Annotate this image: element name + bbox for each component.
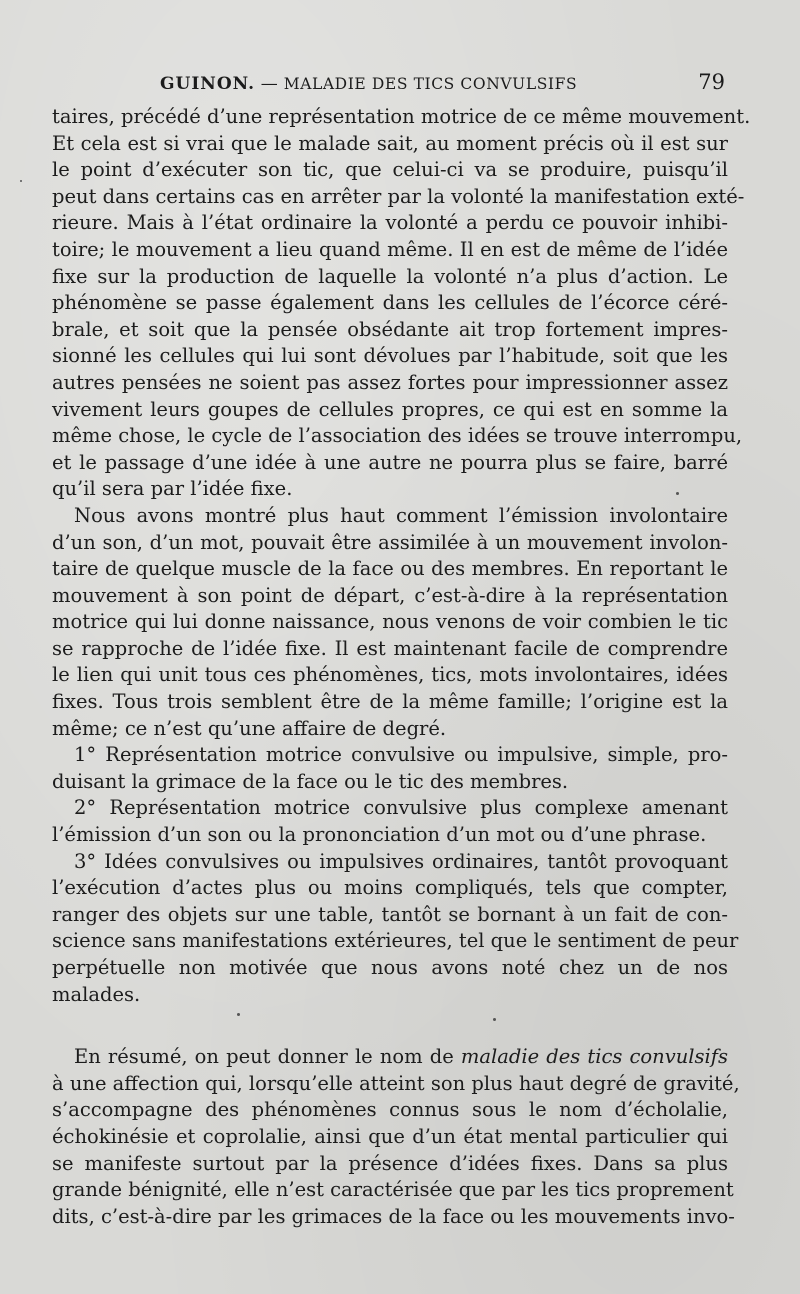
text-line: se rapproche de l’idée fixe. Il est maintenant facile de comprendre: [52, 636, 728, 660]
paper-speck: [237, 1013, 240, 1016]
text-line: sionné les cellules qui lui sont dévolues par l’habitude, soit que les: [52, 344, 728, 368]
summary-first-line: [52, 1044, 728, 1071]
text-line: le lien qui unit tous ces phénomènes, tics, mots involontaires, idées: [52, 663, 728, 687]
text-line: perpétuelle non motivée que nous avons noté chez un de nos: [52, 956, 728, 979]
paper-speck: [676, 492, 679, 495]
paper-speck: [493, 1018, 496, 1021]
text-line: à une affection qui, lorsqu’elle atteint son plus haut degré de gravité,: [52, 1071, 740, 1095]
header-author: GUINON.: [160, 74, 256, 94]
text-line: rieure. Mais à l’état ordinaire la volonté a perdu ce pouvoir inhibi-: [52, 211, 728, 235]
text-line: Nous avons montré plus haut comment l’émission involontaire: [74, 503, 728, 527]
text-line: le point d’exécuter son tic, que celui-ci va se produire, puisqu’il: [52, 158, 728, 182]
italic-term: maladie des tics convulsifs: [460, 1045, 728, 1069]
text-line: fixes. Tous trois semblent être de la même famille; l’origine est la: [52, 690, 728, 714]
text-line: vivement leurs goupes de cellules propres, ce qui est en somme la: [52, 397, 728, 421]
text-line: s’accompagne des phénomènes connus sous le nom d’écholalie,: [52, 1098, 728, 1122]
text-line: ranger des objets sur une table, tantôt se bornant à un fait de con-: [52, 902, 728, 926]
text-line: fixe sur la production de laquelle la volonté n’a plus d’action. Le: [52, 264, 728, 288]
list-item-2: 2° Représentation motrice convulsive plus complexe amenant: [74, 796, 728, 820]
text-line: l’exécution d’actes plus ou moins compliqués, tels que compter,: [52, 876, 728, 900]
text-line: autres pensées ne soient pas assez fortes pour impressionner assez: [52, 370, 728, 394]
text-line: toire; le mouvement a lieu quand même. Il en est de même de l’idée: [52, 237, 728, 261]
text-line: science sans manifestations extérieures, tel que le sentiment de peur: [52, 929, 739, 953]
text-line: motrice qui lui donne naissance, nous venons de voir combien le tic: [52, 610, 728, 634]
running-title: [160, 74, 577, 94]
body-text: [52, 104, 751, 1230]
text-line: phénomène se passe également dans les cellules de l’écorce céré-: [52, 291, 728, 315]
text-line: même; ce n’est qu’une affaire de degré.: [52, 716, 447, 740]
list-item-3: 3° Idées convulsives ou impulsives ordinaires, tantôt provoquant: [74, 849, 728, 873]
running-header: [160, 70, 725, 100]
text-line: Et cela est si vrai que le malade sait, au moment précis où il est sur: [52, 131, 728, 155]
text-line: qu’il sera par l’idée fixe.: [52, 477, 293, 501]
text-line: taires, précédé d’une représentation motrice de ce même mouvement.: [52, 105, 751, 128]
text-line: se manifeste surtout par la présence d’idées fixes. Dans sa plus: [52, 1151, 728, 1175]
header-title: MALADIE DES TICS CONVULSIFS: [283, 75, 578, 93]
text-line: peut dans certains cas en arrêter par la volonté la manifestation exté-: [52, 184, 745, 208]
text-line: brale, et soit que la pensée obsédante ait trop fortement impres-: [52, 317, 728, 341]
text-line: échokinésie et coprolalie, ainsi que d’un état mental particulier qui: [52, 1124, 728, 1148]
text-line: d’un son, d’un mot, pouvait être assimilée à un mouvement involon-: [52, 530, 728, 554]
header-separator: —: [255, 74, 284, 94]
text-line: l’émission d’un son ou la prononciation d’un mot ou d’une phrase.: [52, 823, 707, 847]
text-line: malades.: [52, 982, 141, 1006]
text-line: mouvement à son point de départ, c’est-à-dire à la représentation: [52, 583, 728, 607]
list-item-1: 1° Représentation motrice convulsive ou impulsive, simple, pro-: [74, 743, 728, 767]
page-number: 79: [698, 70, 725, 94]
text-line: dits, c’est-à-dire par les grimaces de la face ou les mouvements invo-: [52, 1204, 735, 1228]
text-line: taire de quelque muscle de la face ou des membres. En reportant le: [52, 557, 728, 581]
paper-speck: [20, 180, 22, 182]
text-line: même chose, le cycle de l’association des idées se trouve interrompu,: [52, 424, 743, 448]
summary-lead: En résumé, on peut donner le nom de: [74, 1045, 461, 1069]
text-line: grande bénignité, elle n’est caractérisée que par les tics proprement: [52, 1178, 734, 1202]
text-line: duisant la grimace de la face ou le tic des membres.: [52, 769, 569, 793]
text-line: et le passage d’une idée à une autre ne pourra plus se faire, barré: [52, 450, 728, 474]
